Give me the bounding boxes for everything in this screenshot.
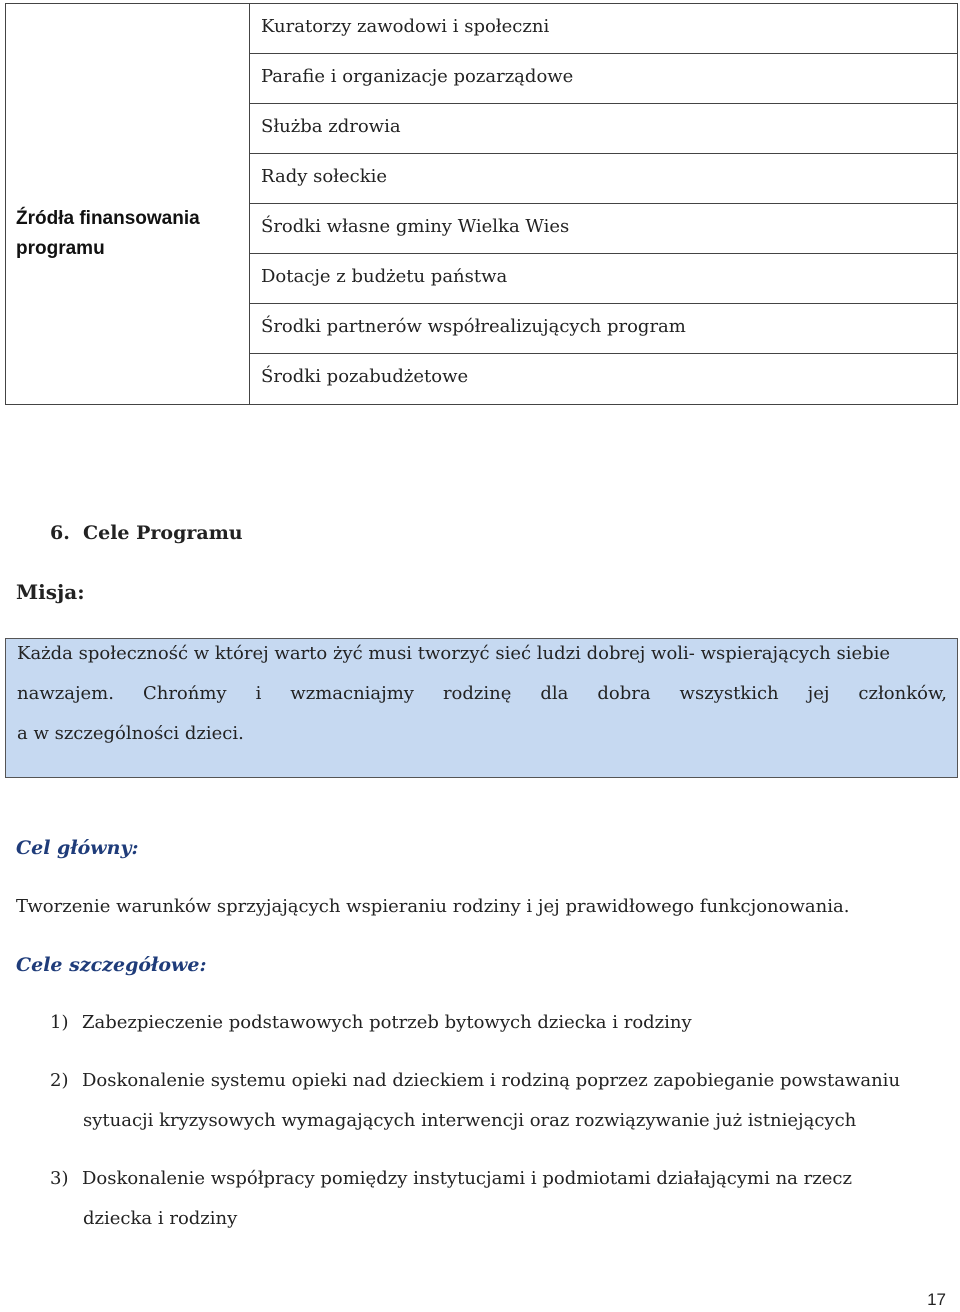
table-cell: Dotacje z budżetu państwa [261,266,508,287]
table-row [250,4,957,54]
table-cell: Środki partnerów współrealizujących program [261,316,686,337]
table-cell: Kuratorzy zawodowi i społeczni [261,16,550,37]
mission-word: wzmacniajmy [290,683,414,704]
mission-line-2 [17,683,947,704]
section-title: Cele Programu [83,522,243,544]
table-right-column [250,4,957,404]
table-row [250,304,957,354]
table-left-column [6,4,250,404]
main-goal-label: Cel główny: [16,837,139,859]
section-heading [50,522,243,544]
mission-word: dla [540,683,569,704]
table-row [250,104,957,154]
goal-text: Doskonalenie współpracy pomiędzy instytucjami i podmiotami działającymi na rzecz [82,1168,852,1189]
page-number: 17 [927,1290,946,1309]
mission-box [5,638,958,778]
table-cell: Parafie i organizacje pozarządowe [261,66,574,87]
goal-text: Zabezpieczenie podstawowych potrzeb bytowych dziecka i rodziny [82,1012,692,1033]
mission-word: nawzajem. [17,683,114,704]
goal-item-3 [50,1168,852,1189]
goal-item-2-continued: sytuacji kryzysowych wymagających interwencji oraz rozwiązywanie już istniejących [83,1110,857,1131]
specific-goals-label: Cele szczegółowe: [16,954,207,976]
mission-word: rodzinę [442,683,512,704]
table-cell: Rady sołeckie [261,166,388,187]
goal-item-2 [50,1070,900,1091]
financing-label: Źródła finansowania programu [16,208,200,259]
goal-number: 3) [50,1168,69,1189]
table-row [250,54,957,104]
table-cell: Środki własne gminy Wielka Wies [261,216,570,237]
main-goal-text: Tworzenie warunków sprzyjających wspieraniu rodziny i jej prawidłowego funkcjonowania. [16,896,850,917]
mission-word: dobra [597,683,651,704]
mission-word: członków, [858,683,947,704]
mission-word: i [255,683,262,704]
sources-table [5,3,958,405]
goal-item-3-continued: dziecka i rodziny [83,1208,238,1229]
mission-word: wszystkich [679,683,779,704]
table-cell: Służba zdrowia [261,116,401,137]
mission-word: Chrońmy [142,683,227,704]
goal-text: Doskonalenie systemu opieki nad dzieckiem i rodziną poprzez zapobieganie powstawaniu [82,1070,901,1091]
mission-line-1: Każda społeczność w której warto żyć musi tworzyć sieć ludzi dobrej woli- wspierających siebie [17,643,891,664]
table-row [250,154,957,204]
goal-item-1 [50,1012,692,1033]
section-number: 6. [50,522,70,544]
mission-line-3: a w szczególności dzieci. [17,723,244,744]
mission-word: jej [807,683,830,704]
table-row [250,204,957,254]
goal-number: 1) [50,1012,69,1033]
mission-label: Misja: [16,580,85,604]
table-cell: Środki pozabudżetowe [261,366,469,387]
goal-number: 2) [50,1070,69,1091]
table-row [250,354,957,404]
table-row [250,254,957,304]
